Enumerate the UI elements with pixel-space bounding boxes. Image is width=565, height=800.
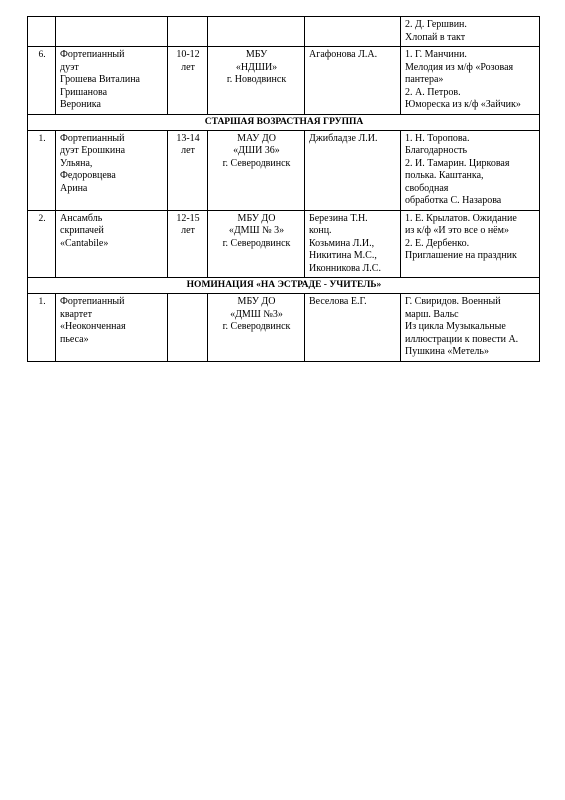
table-row	[28, 17, 540, 47]
program-line: свободная	[405, 182, 449, 194]
participant-line: Фортепианный	[60, 296, 125, 307]
institution-line: «НДШИ»	[235, 61, 278, 73]
table-row	[28, 294, 540, 362]
program-line: Юмореска из к/ф «Зайчик»	[405, 99, 521, 110]
age-cell	[168, 47, 208, 115]
program-cell	[401, 210, 540, 278]
teacher-cell	[305, 17, 401, 47]
participant-line: Гришанова	[60, 86, 108, 98]
program-cell	[401, 130, 540, 210]
row-number	[28, 17, 56, 47]
row-number: 2.	[28, 210, 56, 278]
age-cell	[168, 130, 208, 210]
program-line: Приглашение на праздник	[405, 250, 517, 261]
participant-line: дуэт	[60, 61, 79, 73]
institution-line: «ДШИ 36»	[233, 145, 280, 156]
program-line: обработка С. Назарова	[405, 195, 502, 206]
institution-line: «ДМШ № 3»	[228, 225, 285, 236]
age-line: 13-14	[176, 132, 200, 144]
program-line: 1. Н. Торопова.	[405, 132, 470, 144]
teacher-line: Агафонова Л.А.	[309, 49, 378, 60]
program-cell	[401, 47, 540, 115]
teacher-cell	[305, 294, 401, 362]
section-title-teacher: НОМИНАЦИЯ «НА ЭСТРАДЕ - УЧИТЕЛЬ»	[28, 278, 540, 294]
age-line: лет	[181, 145, 195, 156]
program-cell	[401, 17, 540, 47]
participant-line: Фортепианный	[60, 49, 125, 60]
institution-cell	[208, 130, 305, 210]
participant-cell	[56, 130, 168, 210]
institution-line: МБУ ДО	[237, 212, 276, 224]
program-line: 2. А. Петров.	[405, 86, 461, 98]
section-header-row	[28, 114, 540, 130]
program-line: 1. Е. Крылатов. Ожидание	[405, 212, 517, 224]
participant-line: Ульяна,	[60, 157, 93, 169]
participant-line: Грошева Виталина	[60, 74, 140, 85]
teacher-cell	[305, 47, 401, 115]
program-line: Хлопай в такт	[405, 31, 466, 43]
teacher-line: Иконникова Л.С.	[309, 262, 381, 274]
program-line: пантера»	[405, 74, 444, 85]
teacher-line: Веселова Е.Г.	[309, 296, 367, 307]
section-header-row	[28, 278, 540, 294]
institution-line: МАУ ДО	[237, 132, 276, 144]
program-line: полька. Каштанка,	[405, 170, 484, 181]
participant-line: дуэт Ерошкина	[60, 145, 126, 156]
age-cell	[168, 210, 208, 278]
program-line: 2. Е. Дербенко.	[405, 237, 470, 249]
row-number: 6.	[28, 47, 56, 115]
institution-line: г. Новодвинск	[226, 74, 287, 85]
participant-line: «Неоконченная	[60, 321, 126, 332]
program-cell	[401, 294, 540, 362]
age-line: лет	[181, 225, 195, 236]
program-line: Г. Свиридов. Военный	[405, 296, 501, 307]
age-line: 10-12	[176, 49, 200, 60]
institution-cell	[208, 210, 305, 278]
row-number: 1.	[28, 294, 56, 362]
age-cell	[168, 294, 208, 362]
participant-cell	[56, 47, 168, 115]
table-row	[28, 47, 540, 115]
participant-line: Фортепианный	[60, 132, 125, 144]
row-number: 1.	[28, 130, 56, 210]
program-line: марш. Вальс	[405, 308, 459, 320]
participant-cell	[56, 294, 168, 362]
participant-line: Ансамбль	[60, 212, 103, 224]
teacher-cell	[305, 210, 401, 278]
program-line: Мелодия из м/ф «Розовая	[405, 61, 514, 73]
participant-cell	[56, 17, 168, 47]
participant-line: пьеса»	[60, 333, 89, 345]
age-line: 12-15	[176, 212, 200, 224]
institution-line: г. Северодвинск	[222, 321, 291, 332]
teacher-line: Джибладзе Л.И.	[309, 132, 378, 144]
program-line: 2. И. Тамарин. Цирковая	[405, 157, 510, 169]
institution-cell	[208, 294, 305, 362]
age-cell	[168, 17, 208, 47]
teacher-line: Никитина М.С.,	[309, 250, 377, 261]
participant-line: Арина	[60, 182, 88, 194]
institution-line: МБУ	[245, 49, 268, 60]
teacher-line: Березина Т.Н.	[309, 212, 368, 224]
program-line: из к/ф «И это все о нём»	[405, 225, 509, 236]
participant-line: Вероника	[60, 99, 101, 110]
institution-line: г. Северодвинск	[222, 237, 291, 249]
program-line: Благодарность	[405, 145, 468, 156]
program-table	[27, 16, 540, 362]
institution-cell	[208, 47, 305, 115]
program-line: Из цикла Музыкальные	[405, 321, 506, 332]
program-line: 1. Г. Манчини.	[405, 49, 467, 60]
table-row	[28, 130, 540, 210]
program-line: 2. Д. Гершвин.	[405, 19, 467, 30]
participant-line: скрипачей	[60, 225, 104, 236]
participant-cell	[56, 210, 168, 278]
teacher-line: конц.	[309, 225, 332, 236]
participant-line: «Cantabile»	[60, 237, 109, 249]
participant-line: Федоровцева	[60, 170, 116, 181]
institution-line: МБУ ДО	[237, 296, 276, 307]
table-row	[28, 210, 540, 278]
institution-line: г. Северодвинск	[222, 157, 291, 169]
program-line: Пушкина «Метель»	[405, 346, 489, 357]
teacher-line: Козьмина Л.И.,	[309, 237, 375, 249]
program-line: иллюстрации к повести А.	[405, 333, 519, 345]
participant-line: квартет	[60, 308, 92, 320]
teacher-cell	[305, 130, 401, 210]
age-line: лет	[181, 61, 195, 73]
section-title-senior: СТАРШАЯ ВОЗРАСТНАЯ ГРУППА	[28, 114, 540, 130]
institution-line: «ДМШ №3»	[230, 308, 283, 320]
institution-cell	[208, 17, 305, 47]
